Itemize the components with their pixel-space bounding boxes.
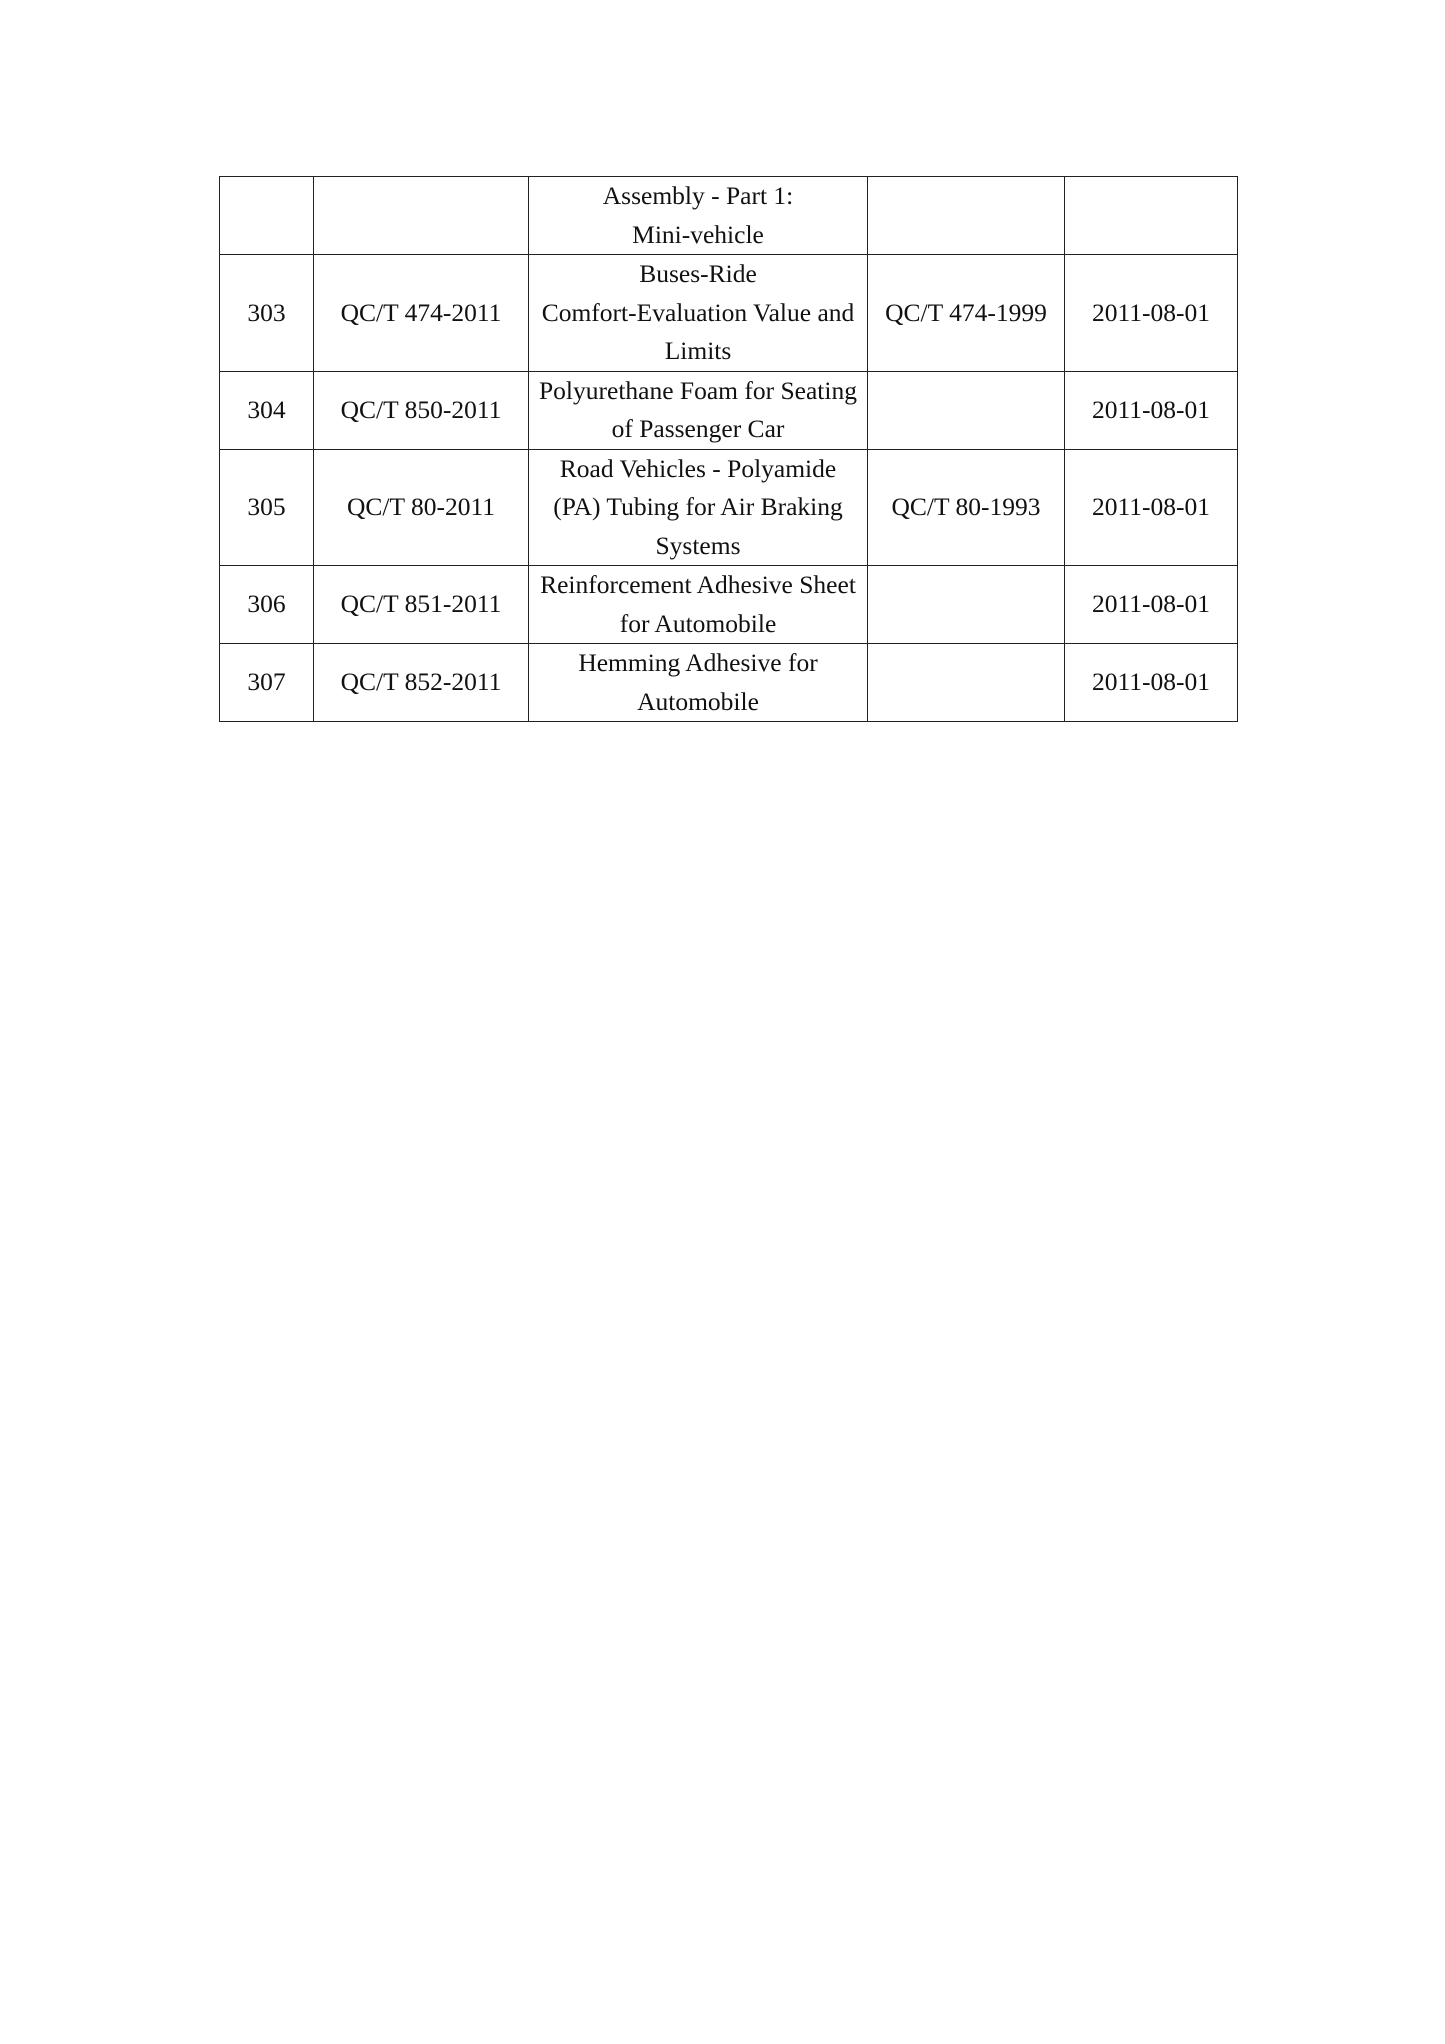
cell-number [220,177,314,255]
standards-table [219,176,1238,722]
cell-number: 305 [220,449,314,566]
cell-standard-code: QC/T 80-2011 [314,449,529,566]
cell-number: 307 [220,644,314,722]
cell-standard-code: QC/T 852-2011 [314,644,529,722]
cell-standard-title [529,371,868,449]
standards-table-body [220,177,1238,722]
title-line: Assembly - Part 1: [602,181,794,210]
table-row [220,644,1238,722]
cell-replaced-standard [868,177,1065,255]
cell-replaced-standard: QC/T 474-1999 [868,255,1065,372]
cell-standard-code: QC/T 474-2011 [314,255,529,372]
cell-standard-title [529,255,868,372]
table-row [220,177,1238,255]
cell-standard-title [529,449,868,566]
title-line: for Automobile [619,608,777,638]
cell-number: 304 [220,371,314,449]
cell-implementation-date: 2011-08-01 [1065,449,1238,566]
title-line: Polyurethane Foam for Seating [539,375,857,405]
cell-standard-title [529,644,868,722]
table-row [220,566,1238,644]
cell-standard-title [529,566,868,644]
cell-standard-title [529,177,868,255]
cell-number: 303 [220,255,314,372]
title-line: Automobile [637,686,759,716]
title-line: Hemming Adhesive for [578,648,818,677]
table-row [220,255,1238,372]
title-line: Systems [655,530,741,560]
title-line: of Passenger Car [611,414,785,443]
cell-standard-code: QC/T 851-2011 [314,566,529,644]
cell-standard-code: QC/T 850-2011 [314,371,529,449]
cell-replaced-standard: QC/T 80-1993 [868,449,1065,566]
cell-implementation-date: 2011-08-01 [1065,644,1238,722]
cell-standard-code [314,177,529,255]
title-line: (PA) Tubing for Air Braking [553,492,843,521]
cell-replaced-standard [868,566,1065,644]
table-row [220,449,1238,566]
cell-replaced-standard [868,371,1065,449]
cell-number: 306 [220,566,314,644]
cell-replaced-standard [868,644,1065,722]
title-line: Limits [664,336,732,365]
cell-implementation-date: 2011-08-01 [1065,371,1238,449]
title-line: Reinforcement Adhesive Sheet [540,570,856,599]
cell-implementation-date: 2011-08-01 [1065,566,1238,644]
cell-implementation-date [1065,177,1238,255]
title-line: Mini-vehicle [632,219,764,249]
title-line: Buses-Ride [639,259,757,288]
title-line: Comfort-Evaluation Value and [541,297,855,327]
table-row [220,371,1238,449]
title-line: Road Vehicles - Polyamide [559,453,837,483]
cell-implementation-date: 2011-08-01 [1065,255,1238,372]
